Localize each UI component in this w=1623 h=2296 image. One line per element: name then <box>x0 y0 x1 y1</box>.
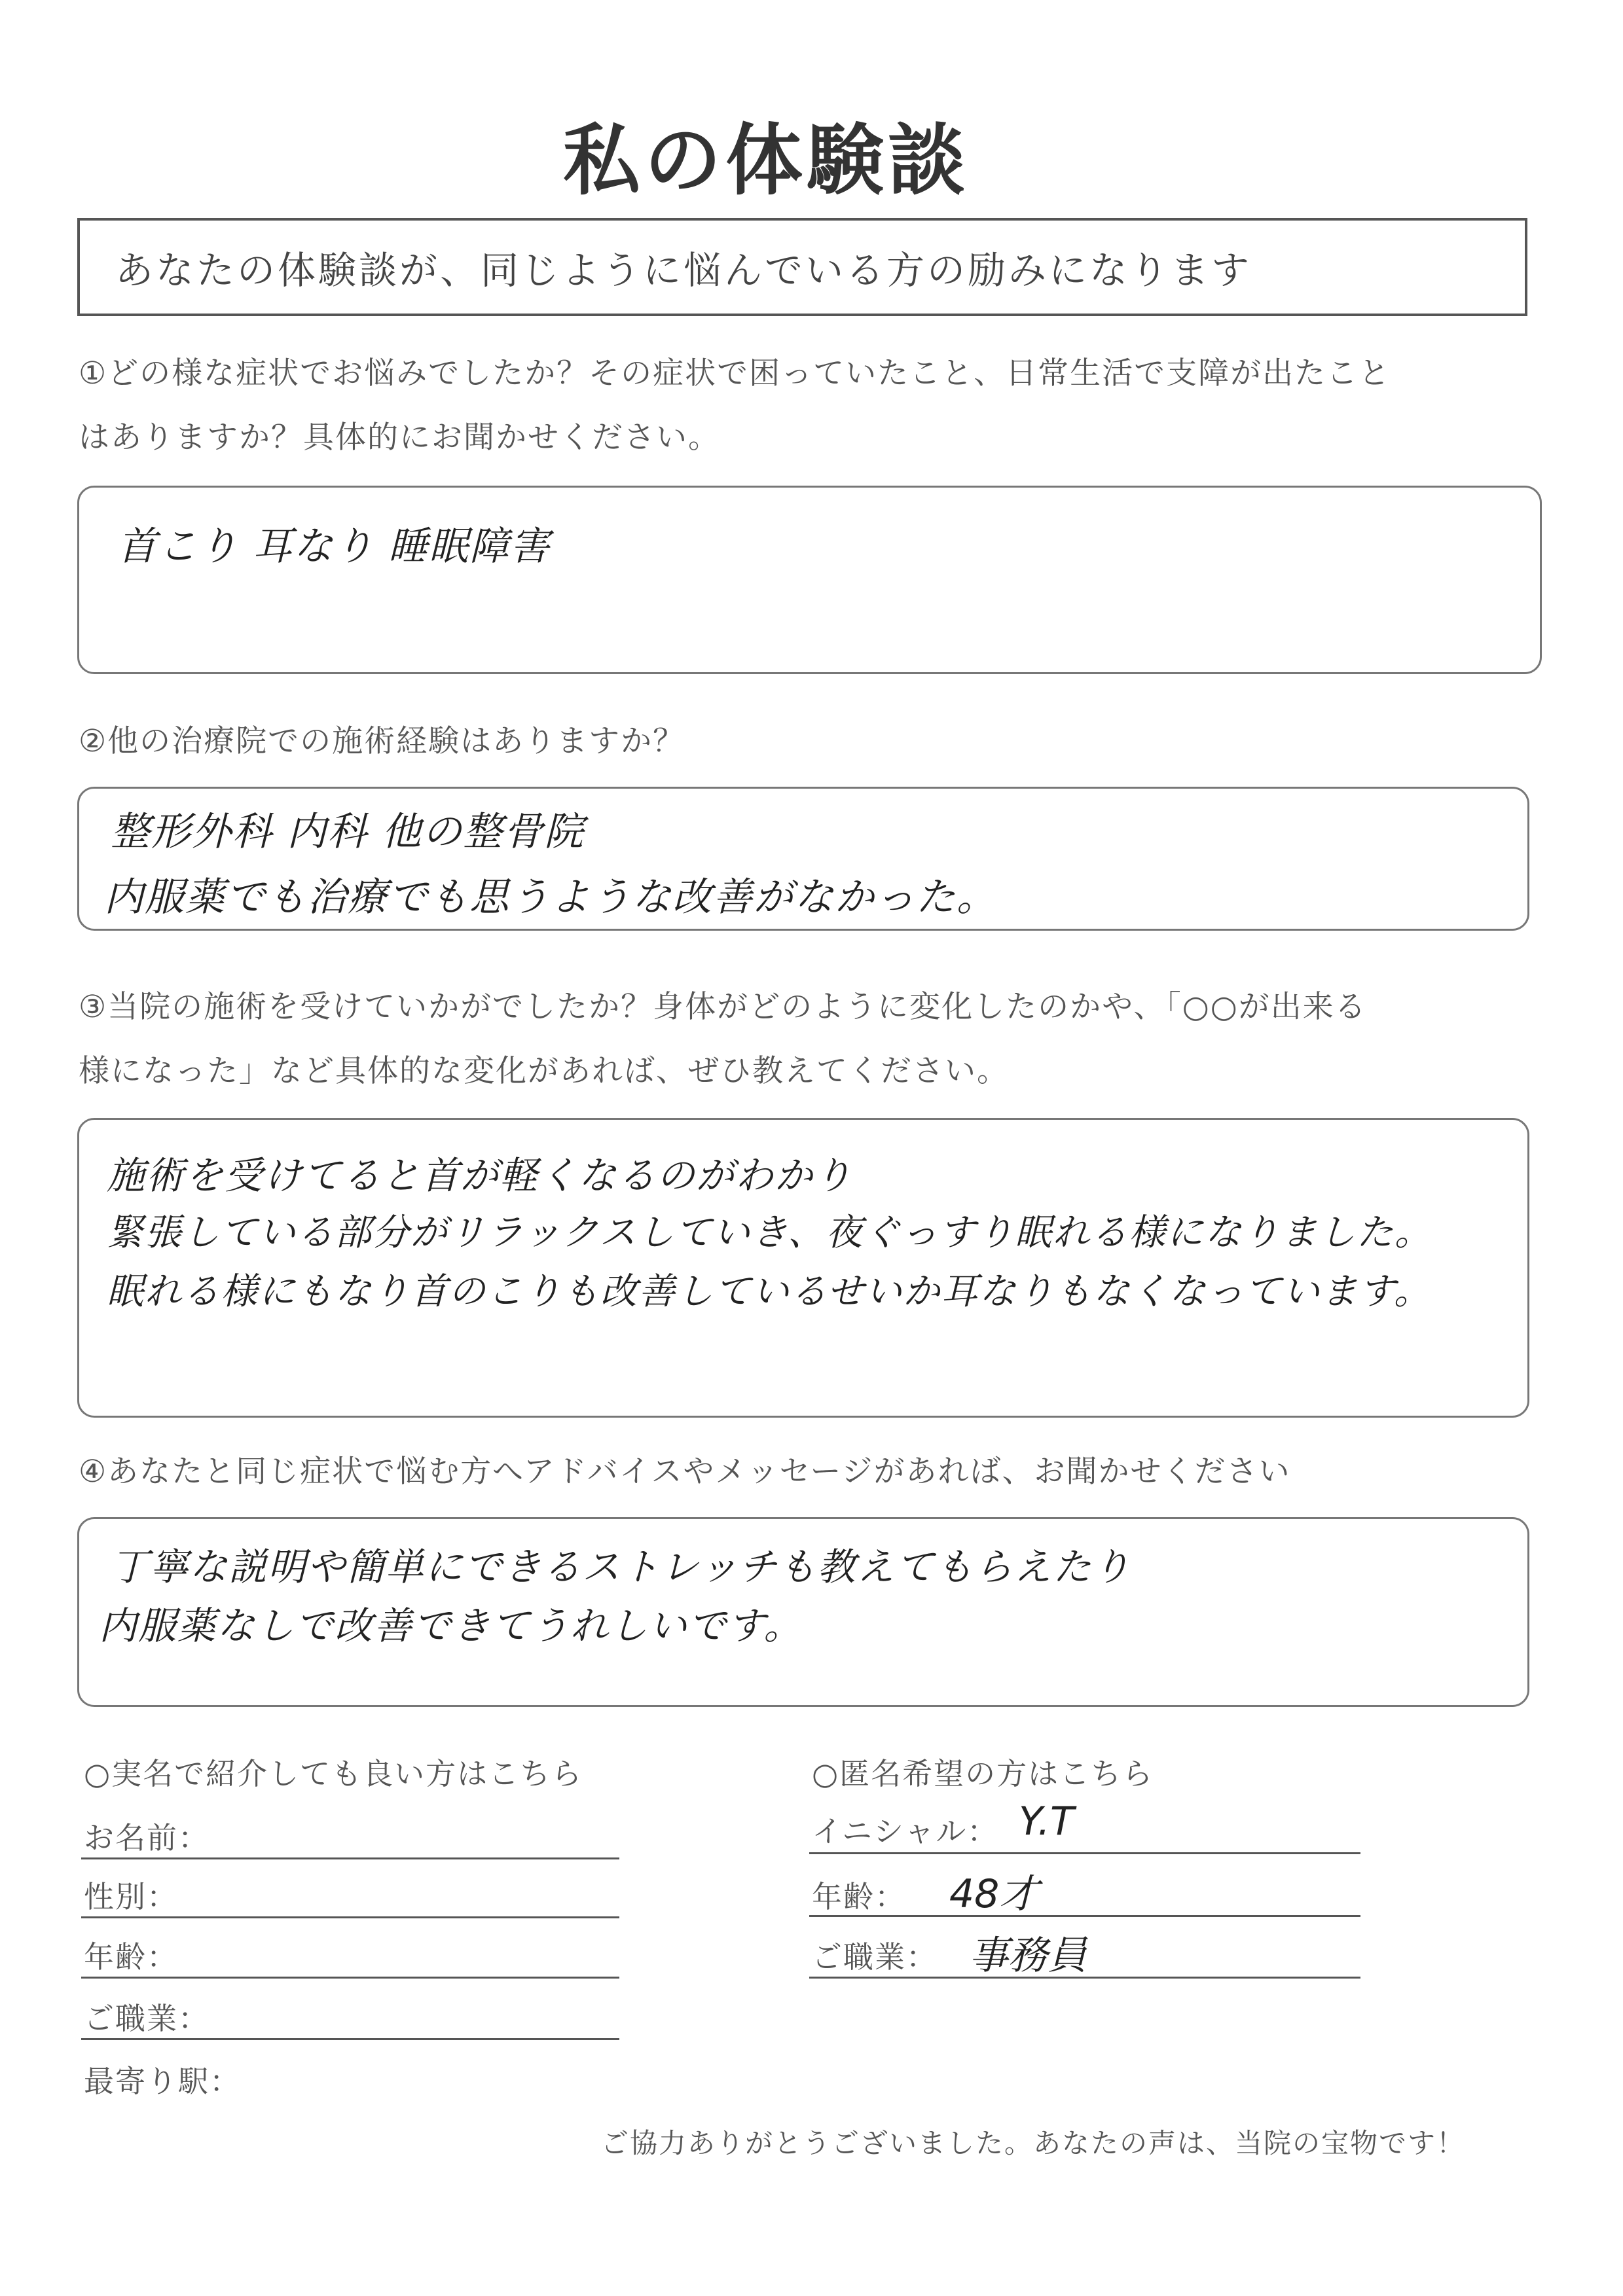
question-4 <box>79 1440 1291 1504</box>
page-title: 私の体験談 <box>562 115 969 206</box>
anon-age-field-label: 年齢： <box>812 1879 906 1914</box>
occupation-field-line[interactable] <box>81 2038 619 2040</box>
question-2 <box>79 709 685 774</box>
anon-age-value: 48才 <box>949 1871 1039 1917</box>
answer-box-1[interactable] <box>77 486 1542 674</box>
real-name-field-line[interactable] <box>81 1857 619 1859</box>
footer-message: ご協力ありがとうございました。あなたの声は、当院の宝物です！ <box>601 2127 1466 2159</box>
answer-box-2[interactable] <box>77 787 1529 931</box>
answer-box-3[interactable] <box>77 1118 1529 1418</box>
age-field-label: 年齢： <box>84 1939 178 1975</box>
question-1-line-1: ①どの様な症状でお悩みでしたか？その症状で困っていたこと、日常生活で支障が出たこと <box>79 355 1391 391</box>
real-name-heading: ○実名で紹介しても良い方はこちら <box>84 1756 583 1791</box>
answer-1-line-1: 首こり 耳なり 睡眠障害 <box>117 524 551 569</box>
question-2-line-1: ②他の治療院での施術経験はありますか？ <box>79 723 685 759</box>
question-1 <box>79 342 1391 470</box>
initials-field-label: イニシャル： <box>812 1814 999 1849</box>
anon-occupation-value: 事務員 <box>969 1933 1087 1979</box>
age-field-line[interactable] <box>81 1977 619 1979</box>
question-4-line-1: ④あなたと同じ症状で悩む方へアドバイスやメッセージがあれば、お聞かせください <box>79 1454 1291 1490</box>
answer-3-line-2: 緊張している部分がリラックスしていき、夜ぐっすり眠れる様になりました。 <box>107 1211 1432 1254</box>
anonymous-heading: ○匿名希望の方はこちら <box>812 1756 1154 1791</box>
subtitle-text: あなたの体験談が、同じように悩んでいる方の励みになります <box>115 248 1252 293</box>
question-3-line-2: 様になった」など具体的な変化があれば、ぜひ教えてください。 <box>79 1053 1009 1089</box>
question-3-line-1: ③当院の施術を受けていかがでしたか？身体がどのように変化したのかや、「○○が出来る <box>79 989 1367 1025</box>
question-3 <box>79 975 1367 1103</box>
anon-occupation-field-line[interactable] <box>809 1977 1360 1979</box>
anon-age-field-line[interactable] <box>809 1915 1360 1917</box>
question-1-line-2: はありますか？具体的にお聞かせください。 <box>79 420 720 456</box>
answer-2-line-2: 内服薬でも治療でも思うような改善がなかった。 <box>104 874 997 920</box>
subtitle-box <box>77 218 1527 316</box>
answer-4-line-2: 内服薬なしで改善できてうれしいです。 <box>99 1604 803 1648</box>
answer-box-4[interactable] <box>77 1517 1529 1707</box>
gender-field-line[interactable] <box>81 1916 619 1918</box>
initials-field-line[interactable] <box>809 1852 1360 1854</box>
initials-value: Y.T <box>1019 1799 1074 1844</box>
answer-3-line-1: 施術を受けてると首が軽くなるのがわかり <box>107 1153 854 1198</box>
gender-field-label: 性別： <box>84 1879 178 1914</box>
answer-2-line-1: 整形外科 内科 他の整骨院 <box>111 809 585 855</box>
answer-4-line-1: 丁寧な説明や簡単にできるストレッチも教えてもらえたり <box>111 1545 1132 1589</box>
occupation-field-label: ご職業： <box>84 2001 210 2036</box>
anon-occupation-field-label: ご職業： <box>812 1939 938 1975</box>
answer-3-line-3: 眠れる様にもなり首のこりも改善しているせいか耳なりもなくなっています。 <box>107 1270 1432 1313</box>
real-name-field-label: お名前： <box>84 1820 210 1856</box>
station-field-label: 最寄り駅： <box>84 2064 241 2099</box>
